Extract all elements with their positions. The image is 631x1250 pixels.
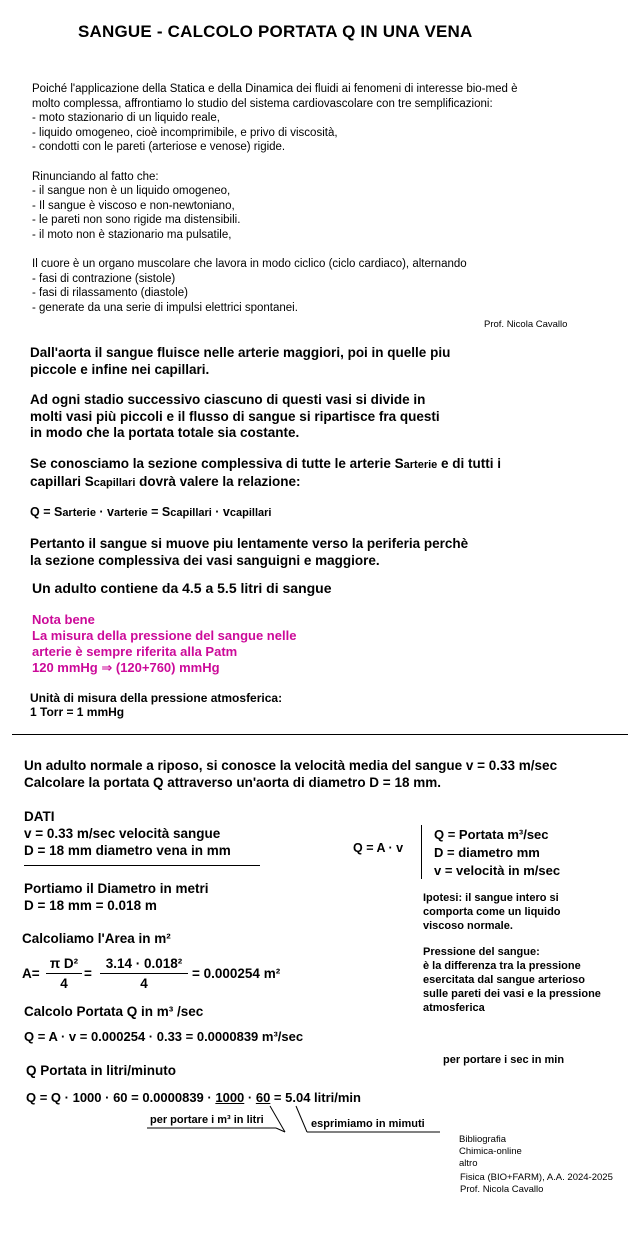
liters-calc: Q = Q · 1000 · 60 = 0.0000839 · 1000 · 60 = 5.04 litri/min: [26, 1090, 361, 1105]
intro-line: - le pareti non sono rigide ma distensibili.: [32, 214, 241, 227]
intro-line: - il sangue non è un liquido omogeneo,: [32, 185, 231, 198]
problem-statement: Un adulto normale a riposo, si conosce la velocità media del sangue v = 0.33 m/sec Calcolare la portata Q attraverso un'aorta di diametro D = 18 mm.: [24, 758, 558, 790]
area-result: = 0.000254 m²: [192, 966, 281, 981]
blood-volume-note: Un adulto contiene da 4.5 a 5.5 litri di sangue: [32, 580, 332, 596]
area-lhs: A=: [22, 966, 40, 981]
periphery-paragraph: Pertanto il sangue si muove piu lentamente verso la periferia perchè la sezione complessiva dei vasi sanguigni e maggiore.: [30, 536, 469, 568]
dati-block: DATI v = 0.33 m/sec velocità sangue D = 18 mm diametro vena in mm: [24, 809, 231, 858]
minutes-note: esprimiamo in mimuti: [311, 1118, 425, 1130]
vessels-paragraph: Ad ogni stadio successivo ciascuno di questi vasi si divide in molti vasi più piccoli e il flusso di sangue si ripartisce fra questi in modo che la portata totale sia costante.: [30, 392, 440, 440]
fraction-denominator: 4: [60, 976, 68, 991]
fraction-denominator: 4: [140, 976, 148, 991]
pressure-units: Unità di misura della pressione atmosferica: 1 Torr = 1 mmHg: [30, 691, 283, 719]
liters-note: per portare i m³ in litri: [150, 1114, 264, 1126]
aorta-paragraph: Dall'aorta il sangue fluisce nelle arterie maggiori, poi in quelle piu piccole e infine nei capillari.: [30, 345, 451, 377]
fraction-numerator: 3.14 · 0.018²: [105, 956, 183, 971]
intro-line: molto complessa, affrontiamo lo studio del sistema cardiovascolare con tre semplificazioni:: [32, 97, 493, 110]
bibliography: Bibliografia Chimica-online altro: [459, 1134, 522, 1169]
flow-rate-title: Calcolo Portata Q in m³ /sec: [24, 1004, 204, 1019]
nota-bene-box: Nota bene La misura della pressione del sangue nelle arterie è sempre riferita alla Patm 120 mmHg ⇒ (120+760) mmHg: [32, 612, 297, 675]
intro-line: - il moto non è stazionario ma pulsatile,: [32, 228, 232, 241]
area-title: Calcoliamo l'Area in m²: [22, 931, 171, 946]
course-footer: Fisica (BIO+FARM), A.A. 2024-2025 Prof. Nicola Cavallo: [460, 1172, 613, 1195]
hypothesis-note: Ipotesi: il sangue intero si comporta come un liquido viscoso normale.: [423, 892, 561, 932]
blood-pressure-note: Pressione del sangue: è la differenza tra la pressione esercitata dal sangue arterioso sulle pareti dei vasi e la pressione atmosferica: [423, 946, 601, 1014]
intro-line: - Il sangue è viscoso e non-newtoniano,: [32, 199, 235, 212]
intro-line: - generate da una serie di impulsi elettrici spontanei.: [32, 301, 298, 314]
page-title: SANGUE - CALCOLO PORTATA Q IN UNA VENA: [78, 22, 473, 41]
intro-line: - liquido omogeneo, cioè incomprimibile, e privo di viscosità,: [32, 126, 338, 139]
intro-line: - moto stazionario di un liquido reale,: [32, 112, 220, 125]
area-equals: =: [84, 966, 92, 981]
intro-line: - condotti con le pareti (arteriose e venose) rigide.: [32, 141, 286, 154]
intro-line: Rinunciando al fatto che:: [32, 170, 159, 183]
continuity-equation: Q = Sarterie · varterie = Scapillari · vcapillari: [30, 505, 272, 519]
intro-line: - fasi di contrazione (sistole): [32, 272, 176, 285]
meters-conversion: Portiamo il Diametro in metri D = 18 mm = 0.018 m: [24, 881, 209, 913]
liters-title: Q Portata in litri/minuto: [26, 1063, 177, 1078]
flow-formula: Q = A · v: [353, 841, 404, 855]
seconds-note: per portare i sec in min: [443, 1054, 565, 1066]
flow-rate-calc: Q = A · v = 0.000254 · 0.33 = 0.0000839 m³/sec: [24, 1029, 304, 1044]
fraction-numerator: π D²: [49, 956, 79, 971]
intro-line: - fasi di rilassamento (diastole): [32, 287, 188, 300]
intro-line: Poiché l'applicazione della Statica e della Dinamica dei fluidi ai fenomeni di interesse bio-med è: [32, 83, 518, 95]
author-credit: Prof. Nicola Cavallo: [484, 319, 568, 330]
formula-legend: Q = Portata m³/sec D = diametro mm v = velocità in m/sec: [434, 827, 561, 878]
intro-line: Il cuore è un organo muscolare che lavora in modo ciclico (ciclo cardiaco), alternando: [32, 258, 467, 271]
section-paragraph: Se conosciamo la sezione complessiva di tutte le arterie Sarterie e di tutti i capillari Scapillari dovrà valere la relazione:: [30, 456, 502, 489]
